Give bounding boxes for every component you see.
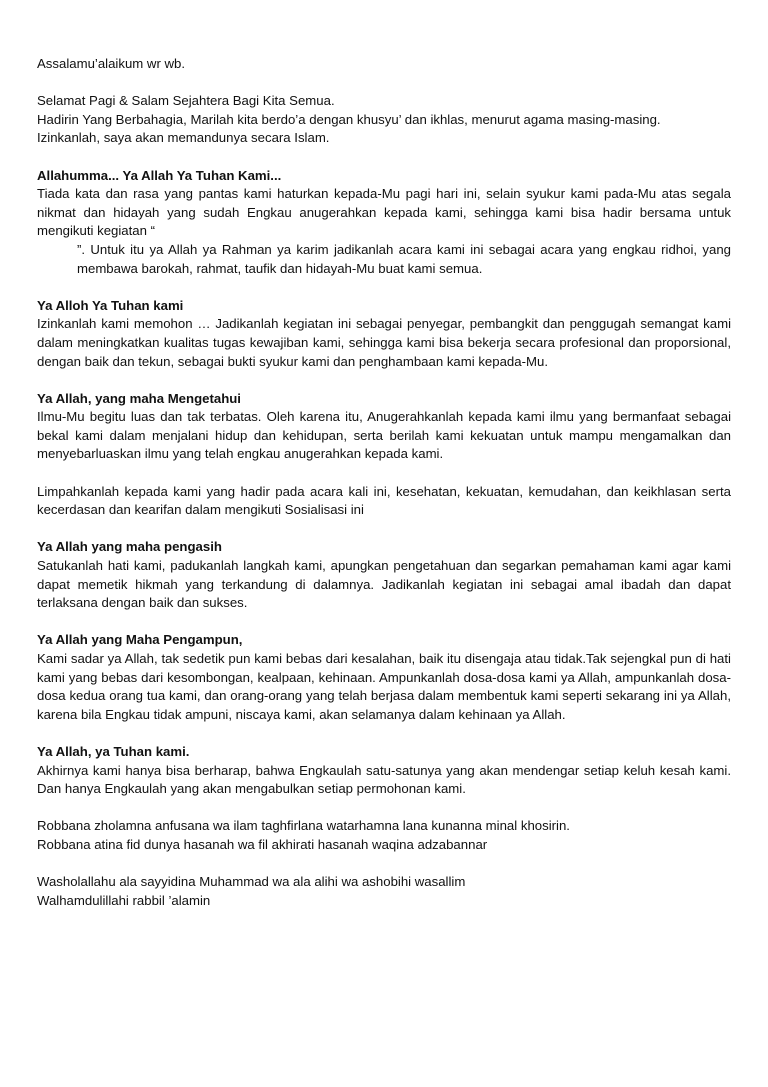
opening-line: Hadirin Yang Berbahagia, Marilah kita berdo’a dengan khusyu’ dan ikhlas, menurut agama masing-masing. (37, 111, 661, 127)
section-paragraph: Izinkanlah kami memohon … Jadikanlah kegiatan ini sebagai penyegar, pembangkit dan penggugah semangat kami dalam meningkatkan kualitas tugas kewajiban kami, sehingga kami bisa bekerja secara profesional dan proporsional, dengan baik dan tekun, sebagai bukti syukur kami dan penghambaan kami kepada-Mu. (37, 316, 731, 369)
closing-prayer-line: Robbana zholamna anfusana wa ilam taghfirlana watarhamna lana kunanna minal khosirin. (37, 818, 570, 834)
opening-line: Izinkanlah, saya akan memandunya secara Islam. (37, 130, 330, 146)
section-paragraph: Limpahkanlah kepada kami yang hadir pada acara kali ini, kesehatan, kekuatan, kemudahan, dan keikhlasan serta kecerdasan dan kearifan dalam mengikuti Sosialisasi ini (37, 483, 731, 518)
opening-line: Selamat Pagi & Salam Sejahtera Bagi Kita Semua. (37, 93, 335, 109)
section-paragraph: Satukanlah hati kami, padukanlah langkah kami, apungkan pengetahuan dan segarkan pemahaman kami agar kami dapat memetik hikmah yang terkandung di dalamnya. Jadikanlah kegiatan ini sebagai amal ibadah dan dapat terlaksana dengan baik dan sukses. (37, 558, 731, 611)
section-paragraph: ”. Untuk itu ya Allah ya Rahman ya karim jadikanlah acara kami ini sebagai acara yang engkau ridhoi, yang membawa barokah, rahmat, taufik dan hidayah-Mu buat kami semua. (77, 241, 731, 276)
section-heading: Allahumma... Ya Allah Ya Tuhan Kami... (37, 167, 282, 183)
section-paragraph: Tiada kata dan rasa yang pantas kami haturkan kepada-Mu pagi hari ini, selain syukur kami pada-Mu atas segala nikmat dan hidayah yang sudah Engkau anugerahkan kepada kami, sehingga kami bisa hadir bersama untuk mengikuti kegiatan “ (37, 186, 731, 239)
section-heading: Ya Allah yang maha pengasih (37, 539, 222, 555)
closing-prayer-line: Robbana atina fid dunya hasanah wa fil akhirati hasanah waqina adzabannar (37, 836, 488, 852)
section-heading: Ya Allah, yang maha Mengetahui (37, 390, 241, 406)
section-paragraph: Akhirnya kami hanya bisa berharap, bahwa Engkaulah satu-satunya yang akan mendengar setiap keluh kesah kami. Dan hanya Engkaulah yang akan mengabulkan setiap permohonan kami. (37, 762, 731, 797)
section-paragraph: Kami sadar ya Allah, tak sedetik pun kami bebas dari kesalahan, baik itu disengaja atau tidak.Tak sejengkal pun di hati kami yang bebas dari kesombongan, kealpaan, kehinaan. Ampunkanlah dosa-dosa kami ya Allah, ampunkanlah dosa-dosa kedua orang tua kami, dan orang-orang yang telah berjasa dalam membentuk kami seperti sekarang ini ya Allah, karena bila Engkau tidak ampuni, niscaya kami, akan selamanya dalam kehinaan ya Allah. (37, 651, 731, 722)
section-paragraph: Ilmu-Mu begitu luas dan tak terbatas. Oleh karena itu, Anugerahkanlah kepada kami ilmu yang bermanfaat sebagai bekal kami dalam menjalani hidup dan kehidupan, serta berilah kami kekuatan untuk mampu mengamalkan dan menyebarluaskan ilmu yang telah engkau anugerahkan kepada kami. (37, 409, 731, 462)
greeting: Assalamu’alaikum wr wb. (37, 56, 186, 71)
closing-line: Washolallahu ala sayyidina Muhammad wa ala alihi wa ashobihi wasallim (37, 874, 466, 890)
section-heading: Ya Alloh Ya Tuhan kami (37, 297, 184, 313)
section-heading: Ya Allah yang Maha Pengampun, (37, 632, 243, 648)
document-body (37, 55, 731, 910)
section-heading: Ya Allah, ya Tuhan kami. (37, 743, 190, 759)
closing-line: Walhamdulillahi rabbil ’alamin (37, 892, 211, 908)
